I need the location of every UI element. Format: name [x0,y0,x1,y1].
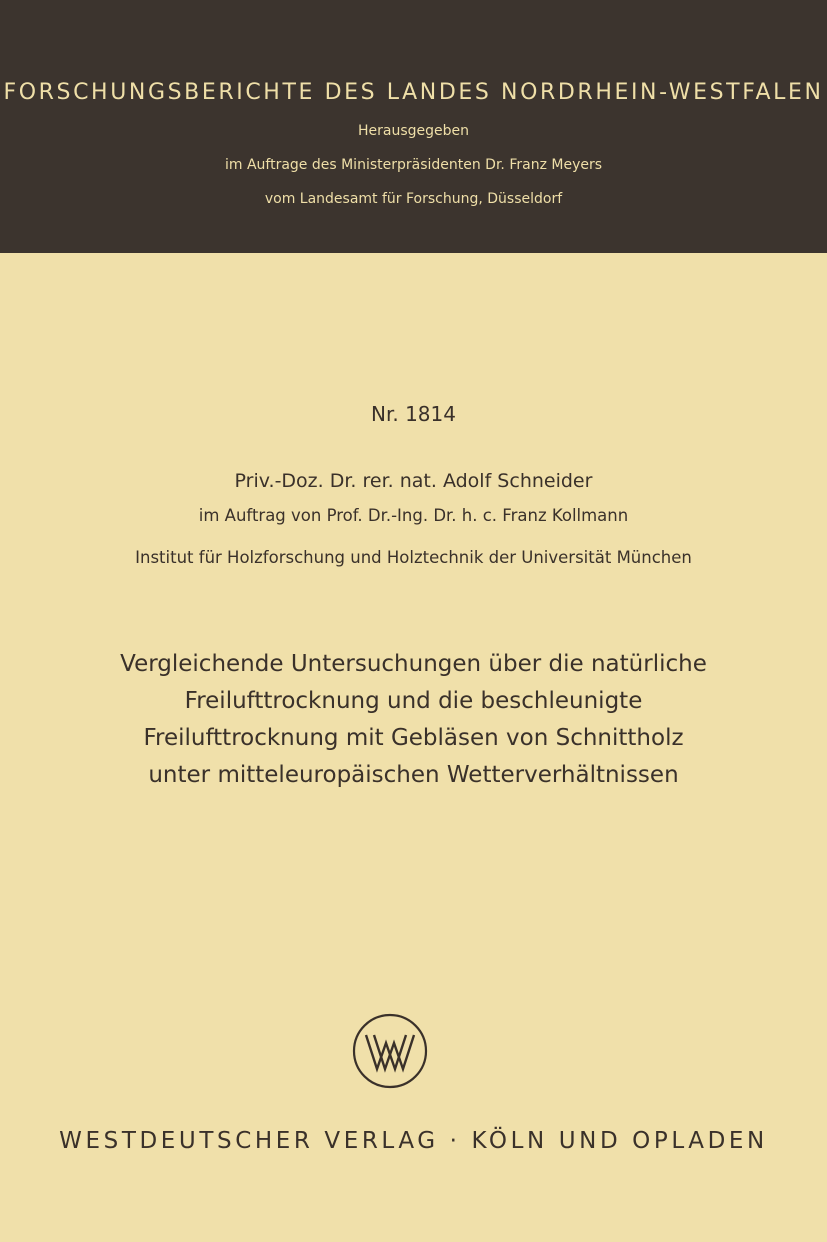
author: Priv.-Doz. Dr. rer. nat. Adolf Schneider [234,470,593,492]
title-line: unter mitteleuropäischen Wetterverhältnissen [148,762,679,788]
report-title [40,646,787,794]
series-title: FORSCHUNGSBERICHTE DES LANDES NORDRHEIN-WESTFALEN [3,80,824,105]
office-line: vom Landesamt für Forschung, Düsseldorf [264,191,563,207]
editor-line: Herausgegeben [357,123,469,139]
title-line: Freilufttrocknung mit Gebläsen von Schnittholz [143,725,684,751]
commission-line: im Auftrag von Prof. Dr.-Ing. Dr. h. c. Franz Kollmann [198,506,629,525]
header-band [0,0,827,253]
institute: Institut für Holzforschung und Holztechnik der Universität München [135,548,692,567]
commissioner-line: im Auftrage des Ministerpräsidenten Dr. Franz Meyers [224,157,603,173]
publisher-name: WESTDEUTSCHER VERLAG · KÖLN UND OPLADEN [59,1128,768,1154]
report-number: Nr. 1814 [371,402,456,426]
publisher-logo-icon [352,1013,428,1089]
title-line: Freilufttrocknung und die beschleunigte [184,688,643,714]
title-line: Vergleichende Untersuchungen über die natürliche [120,651,707,677]
